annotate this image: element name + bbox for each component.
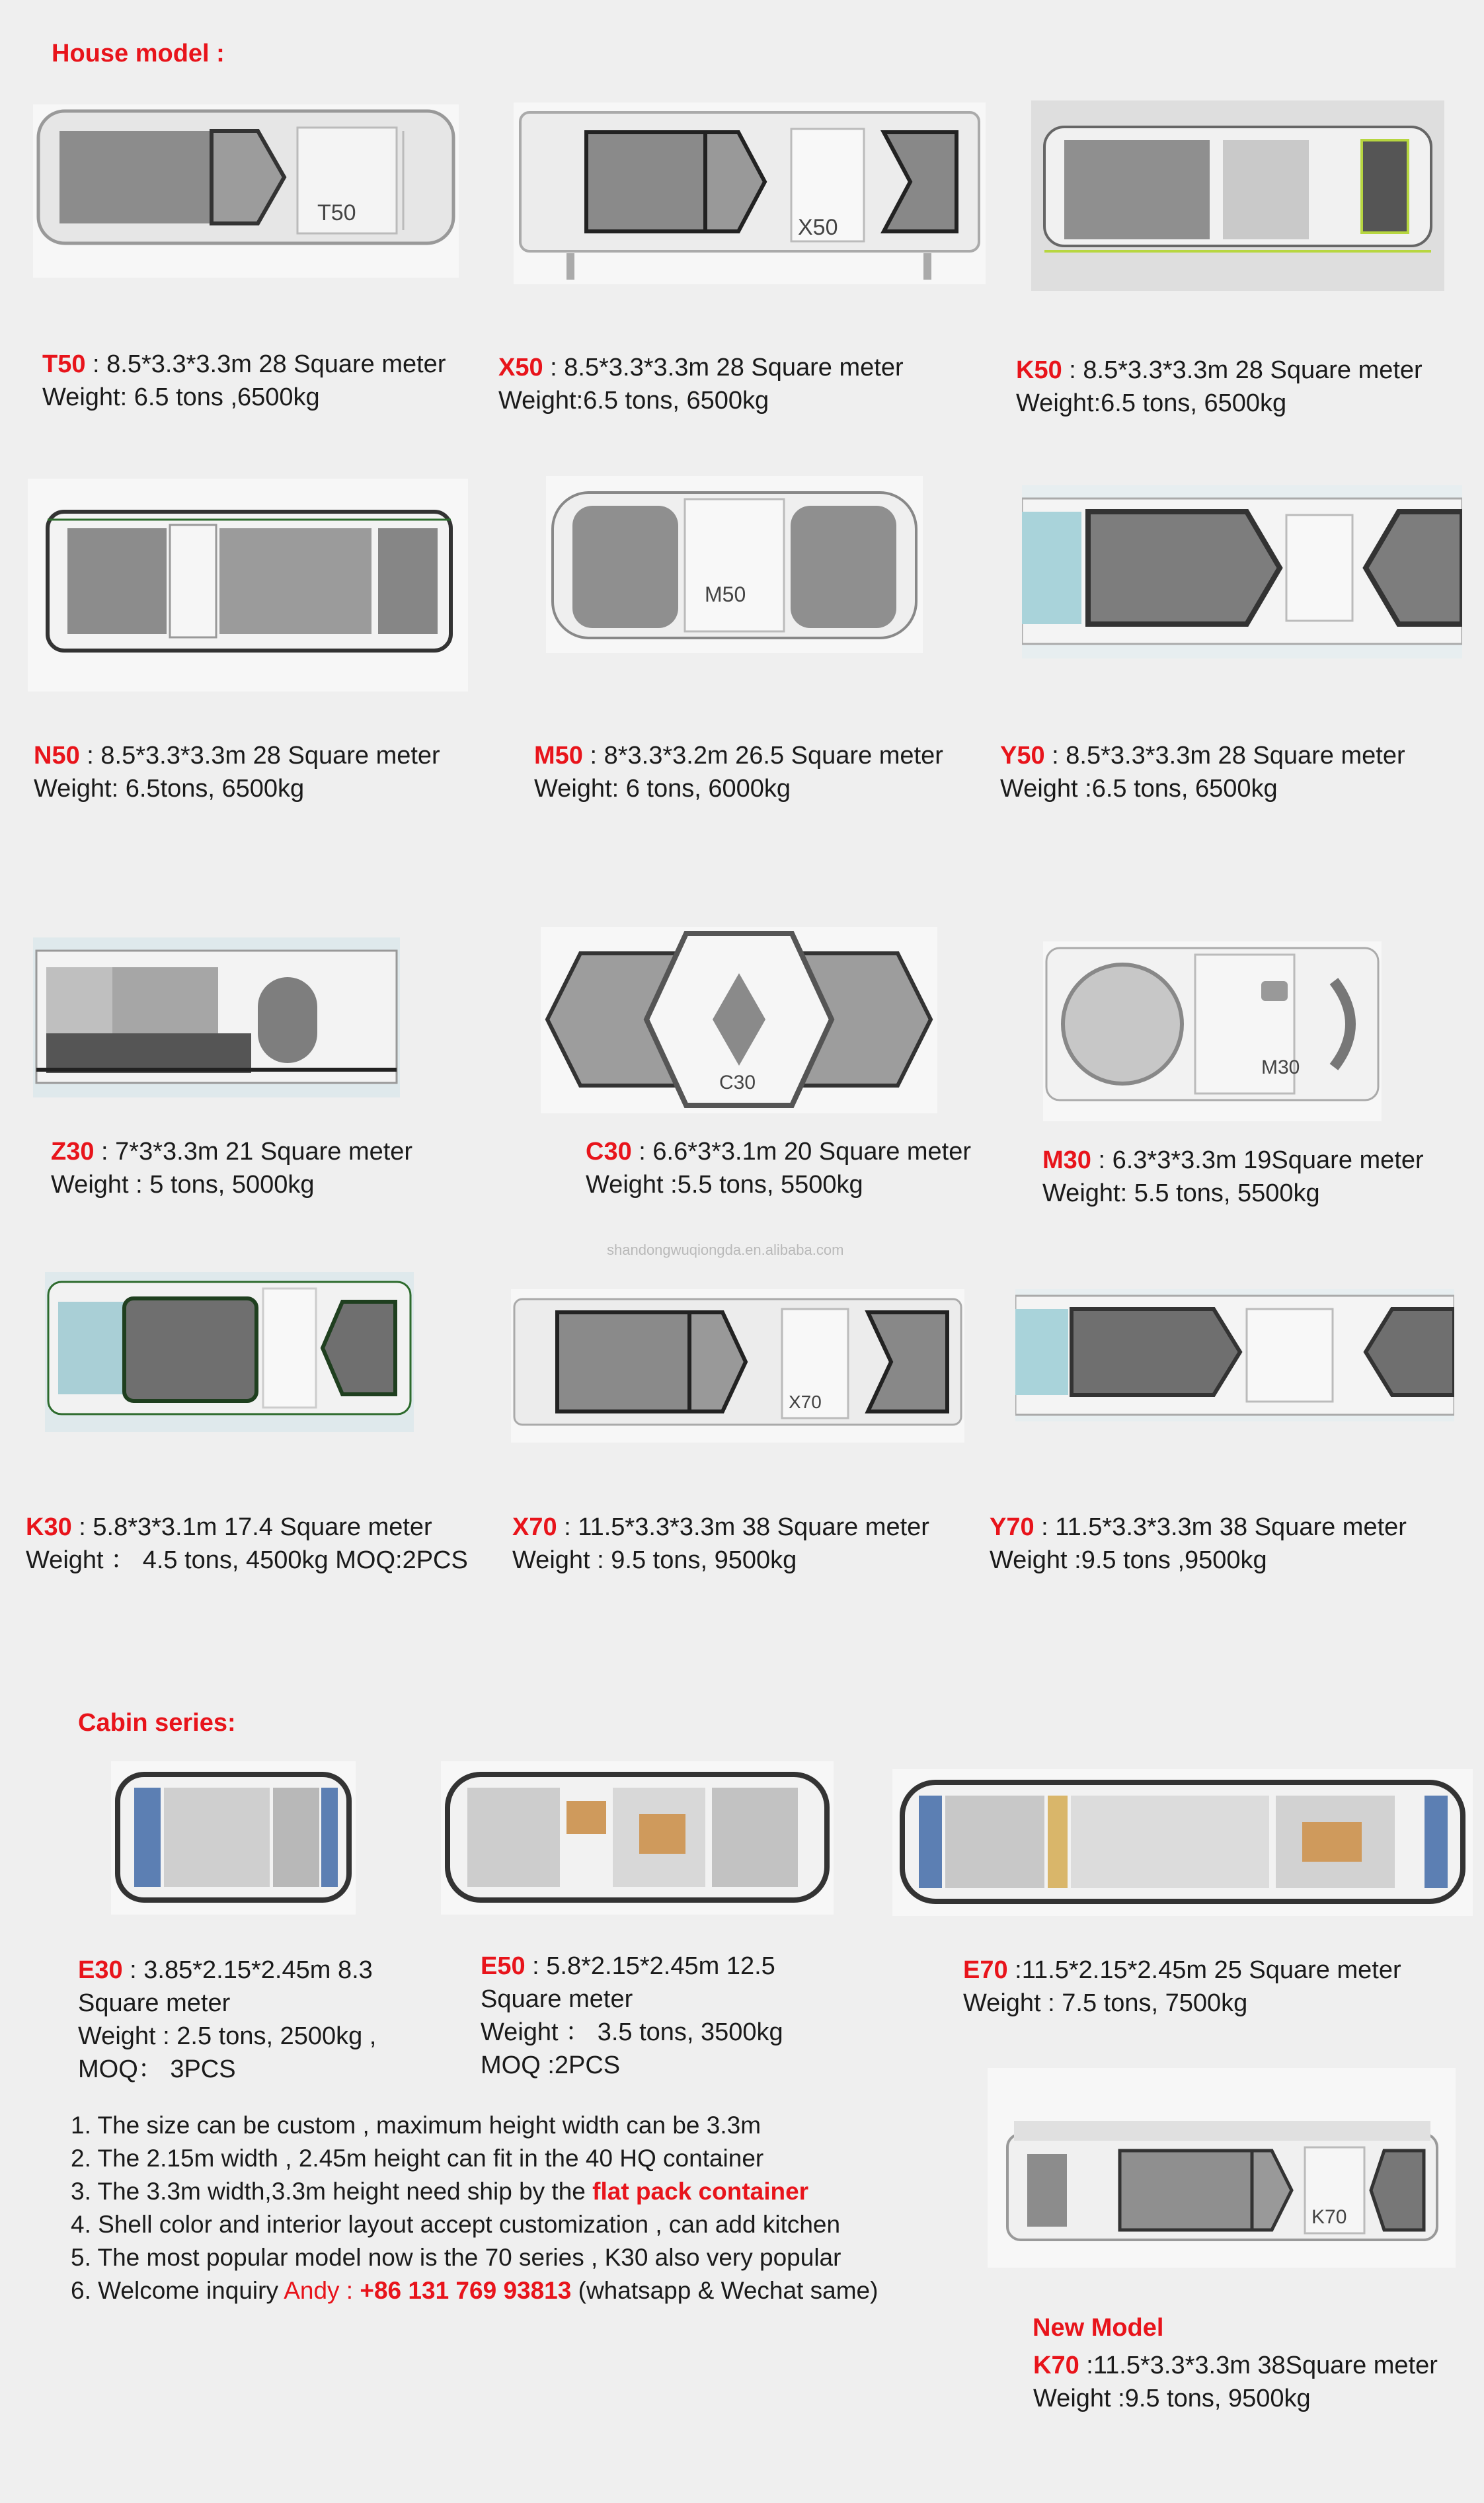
y70-spec: [990, 1511, 1407, 1577]
note-2: 2. The 2.15m width , 2.45m height can fit in the 40 HQ container: [71, 2145, 764, 2172]
y70-weight: Weight :9.5 tons ,9500kg: [990, 1546, 1267, 1574]
k70-weight: Weight :9.5 tons, 9500kg: [1033, 2385, 1311, 2412]
e50-spec: [481, 1950, 824, 2082]
x70-code: X70: [512, 1513, 557, 1541]
m50-image: [546, 476, 923, 653]
e30-spec: [78, 1954, 422, 2086]
note-4: 4. Shell color and interior layout accept customization , can add kitchen: [71, 2211, 841, 2238]
m30-spec: [1042, 1144, 1424, 1210]
n50-image: [28, 479, 468, 692]
z30-spec: [51, 1135, 412, 1201]
k50-code: K50: [1016, 356, 1062, 384]
x70-spec: [512, 1511, 929, 1577]
m50-code: M50: [534, 742, 583, 770]
e50-image: [441, 1761, 834, 1915]
m50-weight: Weight: 6 tons, 6000kg: [534, 775, 791, 803]
z30-weight: Weight : 5 tons, 5000kg: [51, 1171, 315, 1199]
e50-weight: Weight ： 3.5 tons, 3500kg: [481, 2018, 783, 2046]
notes-list: [71, 2109, 878, 2307]
k50-dimensions: : 8.5*3.3*3.3m 28 Square meter: [1062, 356, 1423, 384]
t50-weight: Weight: 6.5 tons ,6500kg: [42, 383, 320, 411]
k30-weight: Weight ： 4.5 tons, 4500kg MOQ:2PCS: [26, 1546, 468, 1574]
e30-moq: MOQ： 3PCS: [78, 2055, 236, 2083]
k30-image: [45, 1272, 414, 1432]
m30-image: [1043, 941, 1382, 1121]
t50-image: [33, 104, 459, 278]
e30-weight: Weight : 2.5 tons, 2500kg ,: [78, 2022, 377, 2050]
x50-dimensions: : 8.5*3.3*3.3m 28 Square meter: [543, 354, 904, 381]
e50-dimensions: : 5.8*2.15*2.45m 12.5 Square meter: [481, 1952, 775, 2013]
c30-spec: [586, 1135, 971, 1201]
e50-code: E50: [481, 1952, 526, 1980]
k50-weight: Weight:6.5 tons, 6500kg: [1016, 389, 1287, 417]
n50-weight: Weight: 6.5tons, 6500kg: [34, 775, 305, 803]
e70-image: [892, 1769, 1473, 1916]
e30-dimensions: : 3.85*2.15*2.45m 8.3 Square meter: [78, 1956, 373, 2017]
flat-pack-highlight: flat pack container: [592, 2178, 809, 2205]
t50-badge: T50: [317, 200, 356, 225]
z30-image: [33, 937, 400, 1097]
m50-dimensions: : 8*3.3*3.2m 26.5 Square meter: [582, 742, 943, 770]
y50-code: Y50: [1000, 742, 1045, 770]
k30-code: K30: [26, 1513, 72, 1541]
m30-badge: M30: [1261, 1056, 1300, 1078]
y70-image: [1015, 1289, 1454, 1421]
t50-spec: [42, 348, 446, 414]
x70-weight: Weight : 9.5 tons, 9500kg: [512, 1546, 797, 1574]
note-3: 3. The 3.3m width,3.3m height need ship by the flat pack container: [71, 2178, 809, 2205]
k70-image: [988, 2068, 1456, 2268]
k70-dimensions: :11.5*3.3*3.3m 38Square meter: [1079, 2352, 1438, 2379]
n50-dimensions: : 8.5*3.3*3.3m 28 Square meter: [79, 742, 440, 770]
contact-name: Andy :: [284, 2277, 360, 2304]
n50-spec: [34, 739, 440, 805]
watermark: shandongwuqiongda.en.alibaba.com: [607, 1242, 844, 1258]
y50-weight: Weight :6.5 tons, 6500kg: [1000, 775, 1278, 803]
note-1: 1. The size can be custom , maximum height width can be 3.3m: [71, 2112, 762, 2139]
x50-image: [514, 102, 986, 284]
e70-code: E70: [963, 1956, 1008, 1984]
k30-dimensions: : 5.8*3*3.1m 17.4 Square meter: [71, 1513, 432, 1541]
k70-badge: K70: [1311, 2206, 1347, 2228]
k70-code: K70: [1033, 2352, 1079, 2379]
k50-spec: [1016, 354, 1423, 420]
c30-weight: Weight :5.5 tons, 5500kg: [586, 1171, 863, 1199]
k50-image: [1031, 100, 1444, 291]
z30-code: Z30: [51, 1138, 95, 1166]
note-5: 5. The most popular model now is the 70 series , K30 also very popular: [71, 2244, 841, 2271]
e50-moq: MOQ :2PCS: [481, 2051, 621, 2079]
e30-code: E30: [78, 1956, 123, 1984]
c30-dimensions: : 6.6*3*3.1m 20 Square meter: [631, 1138, 972, 1166]
contact-phone: +86 131 769 93813: [360, 2277, 572, 2304]
e70-weight: Weight : 7.5 tons, 7500kg: [963, 1989, 1248, 2017]
m30-dimensions: : 6.3*3*3.3m 19Square meter: [1091, 1146, 1424, 1174]
e70-dimensions: :11.5*2.15*2.45m 25 Square meter: [1007, 1956, 1401, 1984]
m50-spec: [534, 739, 943, 805]
new-model-title: New Model: [1033, 2314, 1164, 2342]
n50-code: N50: [34, 742, 80, 770]
y70-code: Y70: [990, 1513, 1035, 1541]
k30-spec: [26, 1511, 468, 1577]
cabin-series-title: Cabin series:: [78, 1709, 236, 1737]
x50-code: X50: [498, 354, 543, 381]
y70-dimensions: : 11.5*3.3*3.3m 38 Square meter: [1034, 1513, 1407, 1541]
z30-dimensions: : 7*3*3.3m 21 Square meter: [94, 1138, 413, 1166]
y50-dimensions: : 8.5*3.3*3.3m 28 Square meter: [1044, 742, 1405, 770]
e30-image: [111, 1761, 356, 1915]
t50-dimensions: : 8.5*3.3*3.3m 28 Square meter: [85, 350, 446, 378]
c30-code: C30: [586, 1138, 632, 1166]
x70-image: [511, 1289, 964, 1443]
x70-badge: X70: [789, 1392, 822, 1412]
m30-weight: Weight: 5.5 tons, 5500kg: [1042, 1179, 1320, 1207]
c30-badge: C30: [719, 1072, 756, 1093]
house-model-title: House model :: [52, 40, 225, 67]
x50-spec: [498, 351, 904, 417]
x70-dimensions: : 11.5*3.3*3.3m 38 Square meter: [557, 1513, 929, 1541]
k70-spec: [1033, 2349, 1438, 2415]
y50-image: [1022, 485, 1462, 658]
e70-spec: [963, 1954, 1401, 2020]
x50-badge: X50: [798, 215, 838, 240]
y50-spec: [1000, 739, 1405, 805]
c30-image: [541, 927, 937, 1113]
m30-code: M30: [1042, 1146, 1091, 1174]
m50-badge: M50: [705, 582, 746, 606]
note-6: 6. Welcome inquiry Andy : +86 131 769 93813 (whatsapp & Wechat same): [71, 2277, 879, 2304]
t50-code: T50: [42, 350, 86, 378]
x50-weight: Weight:6.5 tons, 6500kg: [498, 387, 769, 415]
